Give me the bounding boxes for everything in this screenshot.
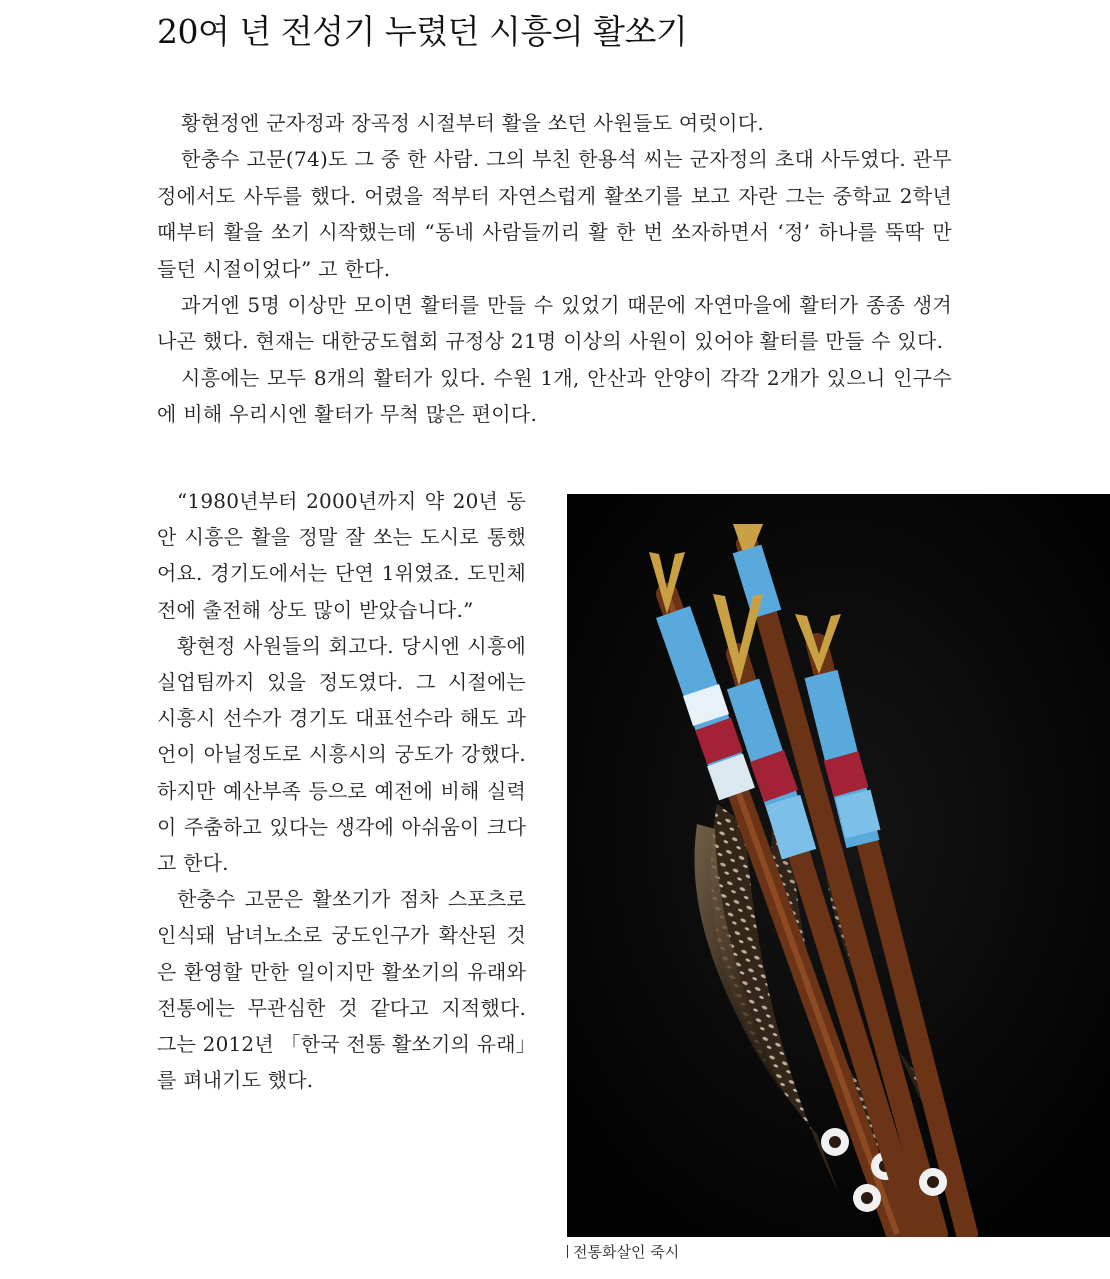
left-column — [157, 483, 526, 1098]
page-title: 20여 년 전성기 누렸던 시흥의 활쏘기 — [157, 12, 688, 51]
arrow-photo — [567, 494, 1110, 1237]
column-paragraph: 한충수 고문은 활쏘기가 점차 스포츠로 인식돼 남녀노소로 궁도인구가 확산된 것은 환영할 만한 일이지만 활쏘기의 유래와 전통에는 무관심한 것 같다고 지적했다. 그는 2012년 「한국 전통 활쏘기의 유래」를 펴내기도 했다. — [157, 887, 526, 1093]
intro-paragraph: 한충수 고문(74)도 그 중 한 사람. 그의 부친 한용석 씨는 군자정의 초대 사두였다. 관무정에서도 사두를 했다. 어렸을 적부터 자연스럽게 활쏘기를 보고 자란 그는 중학교 2학년 때부터 활을 쏘기 시작했는데 “동네 사람들끼리 활 한 번 쏘자하면서 ‘정’ 하나를 뚝딱 만들던 시절이었다” 고 한다. — [157, 147, 952, 281]
intro-paragraph: 황현정엔 군자정과 장곡정 시절부터 활을 쏘던 사원들도 여럿이다. — [181, 111, 764, 135]
intro-paragraph: 과거엔 5명 이상만 모이면 활터를 만들 수 있었기 때문에 자연마을에 활터가 종종 생겨나곤 했다. 현재는 대한궁도협회 규정상 21명 이상의 사원이 있어야 활터를 만들 수 있다. — [157, 293, 952, 354]
caption-text: 전통화살인 죽시 — [573, 1243, 680, 1261]
intro-section — [157, 105, 952, 433]
photo-caption — [567, 1242, 679, 1262]
column-paragraph: 황현정 사원들의 회고다. 당시엔 시흥에 실업팀까지 있을 정도였다. 그 시절에는 시흥시 선수가 경기도 대표선수라 해도 과언이 아닐정도로 시흥시의 궁도가 강했다. 하지만 예산부족 등으로 예전에 비해 실력이 주춤하고 있다는 생각에 아쉬움이 크다고 한다. — [157, 633, 526, 876]
intro-paragraph: 시흥에는 모두 8개의 활터가 있다. 수원 1개, 안산과 안양이 각각 2개가 있으니 인구수에 비해 우리시엔 활터가 무척 많은 편이다. — [157, 365, 952, 427]
caption-divider — [567, 1245, 568, 1258]
quote-paragraph: “1980년부터 2000년까지 약 20년 동안 시흥은 활을 정말 잘 쏘는 도시로 통했어요. 경기도에서는 단연 1위였죠. 도민체전에 출전해 상도 많이 받았습니다.” — [157, 489, 526, 622]
arrow-illustration — [567, 494, 1110, 1237]
